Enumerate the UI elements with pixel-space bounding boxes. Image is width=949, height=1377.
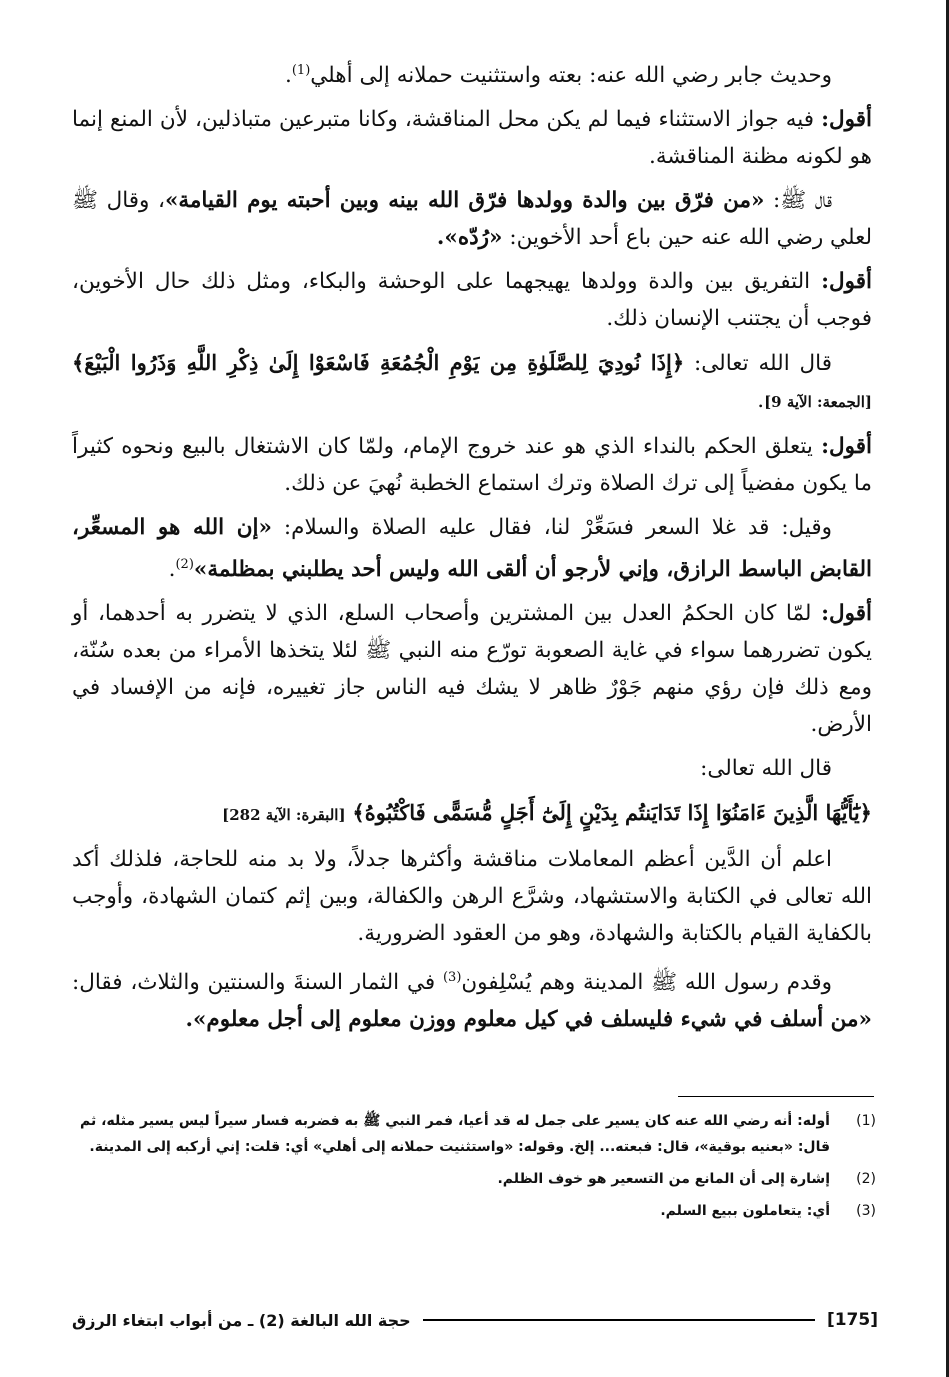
verse-reference-2: [البقرة: الآية 282] — [222, 806, 346, 825]
quran-verse-1: ﴿إِذَا نُودِيَ لِلصَّلَوٰةِ مِن يَوْمِ الْجُمُعَةِ فَاسْعَوْا إِلَىٰ ذِكْرِ اللَّهِ وَذَرُوا الْبَيْعَ﴾ — [72, 350, 685, 376]
paragraph-7: وقيل: قد غلا السعر فسَعِّرْ لنا، فقال عليه الصلاة والسلام: «إن الله هو المسعِّر، القابض الباسط الرازق، وإني لأرجو أن ألقى الله وليس أحد يطلبني بمظلمة»$^{(2)}$. — [72, 515, 872, 583]
footnote-text: أي: يتعاملون ببيع السلم. — [660, 1203, 830, 1219]
paragraph-4 — [72, 263, 872, 337]
paragraph-2-text: فيه جواز الاستثناء فيما لم يكن محل المناقشة، وكانا متبرعين متباذلين، لأن المنع إنما هو لكونه مظنة المناقشة. — [72, 107, 872, 170]
footer-rule — [423, 1319, 815, 1321]
main-text — [72, 52, 872, 1045]
page-number: [175] — [826, 1310, 878, 1330]
paragraph-8-lead: أقول: — [821, 601, 872, 627]
footnote-2 — [80, 1166, 876, 1192]
running-title: حجة الله البالغة (2) ـ من أبواب ابتغاء الرزق — [72, 1310, 411, 1330]
hadith-quote-4: «من أسلف في شيء فليسلف في كيل معلوم ووزن معلوم إلى أجل معلوم». — [185, 1007, 872, 1033]
paragraph-12: وقدم رسول الله ﷺ المدينة وهم يُسْلِفون$^{(3)}$ في الثمار السنةَ والسنتين والثلاث، فقال: «من أسلف في شيء فليسلف في كيل معلوم ووزن معلوم إلى أجل معلوم». — [72, 970, 872, 1033]
paragraph-5: قال الله تعالى: ﴿إِذَا نُودِيَ لِلصَّلَوٰةِ مِن يَوْمِ الْجُمُعَةِ فَاسْعَوْا إِلَىٰ ذِكْرِ اللَّهِ وَذَرُوا الْبَيْعَ﴾ [الجمعة: الآية 9]. — [72, 350, 872, 414]
paragraph-7-intro: وقيل: قد غلا السعر فسَعِّرْ لنا، فقال عليه الصلاة والسلام: — [283, 515, 833, 541]
footnotes — [80, 1108, 876, 1230]
footnote-3 — [80, 1198, 876, 1224]
paragraph-5-intro: قال الله تعالى: — [694, 351, 832, 377]
footnote-number: (2) — [856, 1171, 876, 1187]
page-footer — [72, 1300, 878, 1340]
hadith-quote-1: «من فرّق بين والدة وولدها فرّق الله بينه وبين أحبته يوم القيامة» — [164, 188, 765, 214]
paragraph-11 — [72, 841, 872, 952]
paragraph-12-text: وقدم رسول الله ﷺ المدينة وهم يُسْلِفون — [461, 970, 832, 996]
paragraph-8 — [72, 595, 872, 743]
paragraph-9 — [72, 750, 872, 787]
footnote-text: إشارة إلى أن المانع من التسعير هو خوف الظلم. — [497, 1171, 830, 1187]
footnote-ref-1[interactable]: (1) — [291, 63, 311, 78]
hadith-quote-2: «رُدّه». — [436, 225, 503, 251]
paragraph-1: وحديث جابر رضي الله عنه: بعته واستثنيت حملانه إلى أهلي$^{(1)}$. — [284, 63, 832, 89]
paragraph-3-intro: قال ﷺ: — [773, 188, 832, 214]
paragraph-4-lead: أقول: — [821, 269, 872, 295]
paragraph-2 — [72, 101, 872, 175]
paragraph-8-text: لمّا كان الحكمُ العدل بين المشترين وأصحاب السلع، الذي لا يتضرر به أحدهما، أو يكون تضررهما سواء في غاية الصعوبة تورّع منه النبي ﷺ لئلا يتخذها الأمراء من بعده سُنّة، ومع ذلك فإن رؤي منهم جَوْرٌ ظاهر لا يشك فيه الناس جاز تغييره، فإنه من الإفساد في الأرض. — [72, 601, 872, 738]
footnote-1 — [80, 1108, 876, 1160]
paragraph-10 — [72, 794, 872, 834]
paragraph-6 — [72, 428, 872, 502]
paragraph-1-text: وحديث جابر رضي الله عنه: بعته واستثنيت حملانه إلى أهلي — [310, 63, 832, 89]
paragraph-4-text: التفريق بين والدة وولدها يهيجهما على الوحشة والبكاء، ومثل ذلك حال الأخوين، فوجب أن يجتنب الإنسان ذلك. — [72, 269, 872, 332]
paragraph-6-lead: أقول: — [821, 434, 872, 460]
footnote-ref-2[interactable]: (2) — [175, 557, 194, 573]
paragraph-2-lead: أقول: — [821, 107, 872, 133]
footnote-ref-3[interactable]: (3) — [442, 970, 462, 986]
paragraph-11-text: اعلم أن الدَّين أعظم المعاملات مناقشة وأكثرها جدلاً، ولا بد منه للحاجة، فلذلك أكد الله تعالى في الكتابة والاستشهاد، وشرَّع الرهن والكفالة، وبين إثم كتمان الشهادة، وأوجب بالكفاية القيام بالكتابة والشهادة، وهو من العقود الضرورية. — [72, 847, 872, 947]
paragraph-3: قال ﷺ: «من فرّق بين والدة وولدها فرّق الله بينه وبين أحبته يوم القيامة»، وقال ﷺ لعلي رضي الله عنه حين باع أحد الأخوين: «رُدّه». — [72, 188, 872, 251]
footnote-text: أوله: أنه رضي الله عنه كان يسير على جمل له قد أعيا، فمر النبي ﷺ به فضربه فسار سيراً ليس يسير مثله، ثم قال: «بعنيه بوقية»، قال: فبعته... إلخ. وقوله: «واستثنيت حملانه إلى أهلي» أي: قلت: إني أركبه إلى المدينة. — [80, 1113, 830, 1155]
footnote-number: (3) — [856, 1203, 876, 1219]
paragraph-9-text: قال الله تعالى: — [700, 756, 832, 782]
hadith-quote-3: «إن الله هو المسعِّر، القابض الباسط الرازق، وإني لأرجو أن ألقى الله وليس أحد يطلبني بمظلمة» — [72, 515, 872, 583]
footnote-divider — [678, 1096, 874, 1097]
verse-reference-1: [الجمعة: الآية 9] — [764, 393, 872, 412]
paragraph-6-text: يتعلق الحكم بالنداء الذي هو عند خروج الإمام، ولمّا كان الاشتغال بالبيع ونحوه كثيراً ما يكون مفضياً إلى ترك الصلاة وترك استماع الخطبة نُهيَ عن ذلك. — [72, 434, 872, 497]
footnote-number: (1) — [856, 1113, 876, 1129]
quran-verse-2: ﴿يَٰٓأَيُّهَا الَّذِينَ ءَامَنُوٓا إِذَا تَدَايَنتُم بِدَيْنٍ إِلَىٰٓ أَجَلٍ مُّسَمًّى فَاكْتُبُوهُ﴾ — [352, 800, 872, 826]
